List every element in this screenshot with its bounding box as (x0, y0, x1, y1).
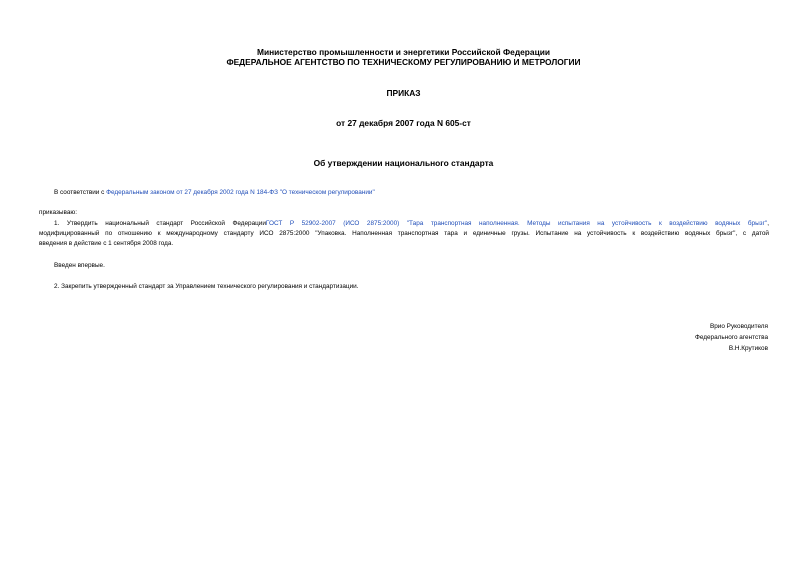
item2-paragraph: 2. Закрепить утвержденный стандарт за Управлением технического регулирования и стандартизации. (54, 283, 359, 290)
order-date-number: от 27 декабря 2007 года N 605-ст (336, 118, 471, 128)
signature-position-line2: Федерального агентства (694, 334, 768, 341)
item1-line2: модифицированный по отношению к международному стандарту ИСО 2875:2000 "Упаковка. Наполненная транспортная тара и единичные грузы. Испытание на устойчивость к воздействию водяных брызг", с датой (39, 230, 769, 237)
item1-line3: введения в действие с 1 сентября 2008 года. (39, 240, 174, 247)
intro-paragraph (54, 188, 375, 198)
agency-name: ФЕДЕРАЛЬНОЕ АГЕНТСТВО ПО ТЕХНИЧЕСКОМУ РЕГУЛИРОВАНИЮ И МЕТРОЛОГИИ (226, 57, 581, 67)
order-word: приказываю: (39, 209, 77, 216)
ministry-name: Министерство промышленности и энергетики Российской Федерации (256, 47, 551, 57)
signature-position-line1: Врио Руководителя (709, 323, 768, 330)
intro-prefix: В соответствии с (54, 189, 107, 196)
order-title: ПРИКАЗ (386, 88, 421, 98)
signature-name: В.Н.Крутиков (728, 345, 768, 352)
federal-law-link[interactable]: Федеральным законом от 27 декабря 2002 года N 184-ФЗ "О техническом регулировании" (106, 189, 375, 196)
item1-line1 (54, 219, 769, 229)
order-subject: Об утверждении национального стандарта (313, 158, 494, 168)
item1-suffix: , (767, 220, 769, 227)
gost-link[interactable]: ГОСТ Р 52902-2007 (ИСО 2875:2000) "Тара транспортная наполненная. Методы испытания на устойчивость к воздействию водяных брызг" (265, 220, 768, 227)
first-time-note: Введен впервые. (54, 262, 105, 269)
item1-prefix: 1. Утвердить национальный стандарт Российской Федерации (54, 220, 266, 227)
